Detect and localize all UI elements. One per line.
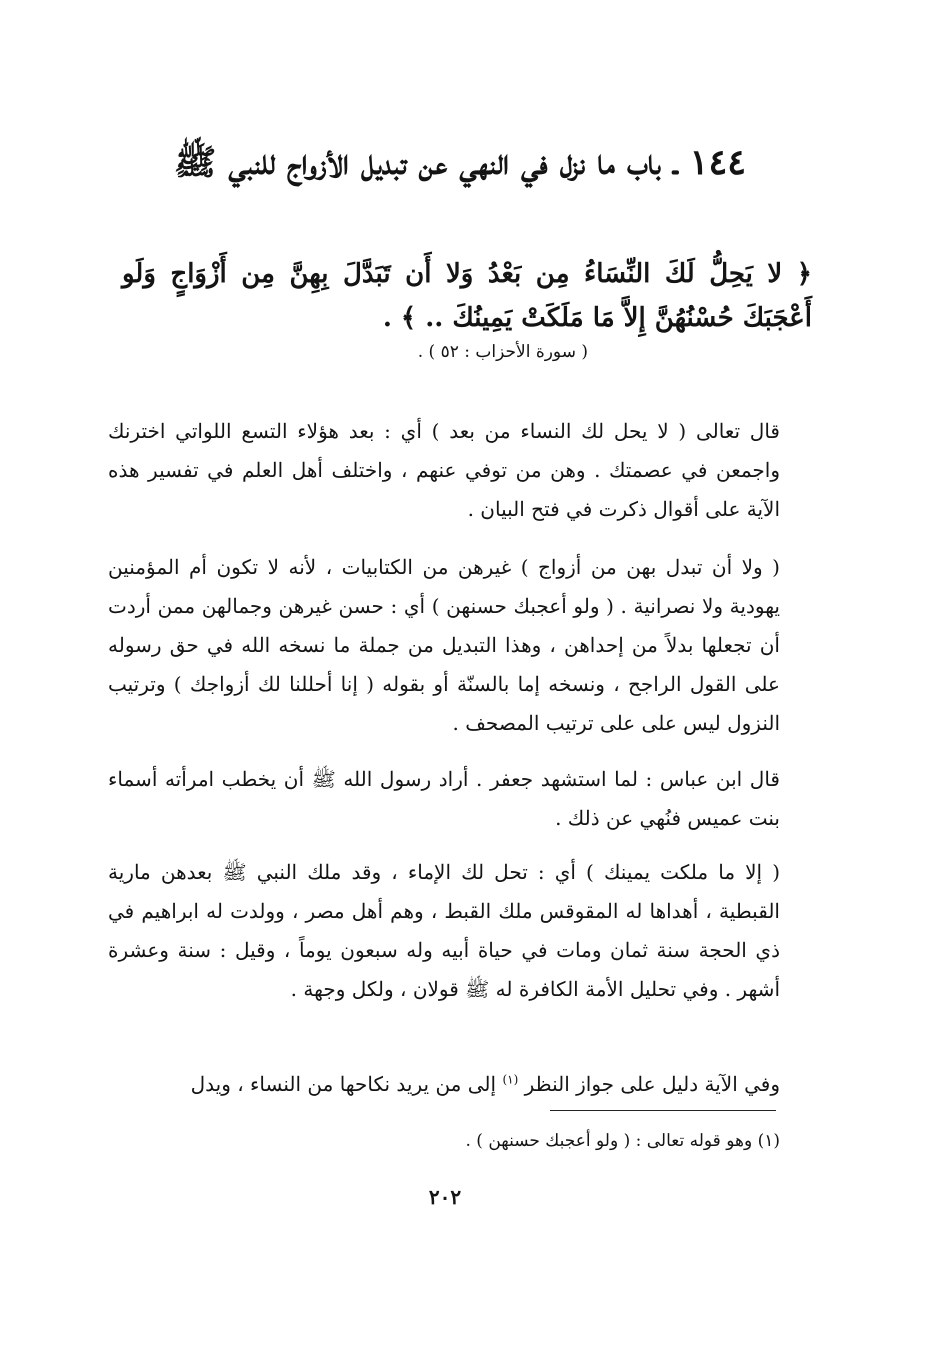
commentary-paragraph-2: ( ولا أن تبدل بهن من أزواج ) غيرهن من الكتابيات ، لأنه لا تكون أم المؤمنين يهودية ولا نصرانية . ( ولو أعجبك حسنهن ) أي : حسن غيرهن وجمالهن ممن أردت أن تجعلها بدلاً من إحداهن ، وهذا التبديل من جملة ما نسخه الله في حق رسوله على القول الراجح ، ونسخه إما بالسنّة أو بقوله ( إنا أحللنا لك أزواجك ) وترتيب النزول ليس على على ترتيب المصحف . [108, 555, 780, 735]
commentary-paragraph-4: ( إلا ما ملكت يمينك ) أي : تحل لك الإماء ، وقد ملك النبي ﷺ بعدهن مارية القبطية ، أهداها له المقوقس ملك القبط ، وهم أهل مصر ، وولدت له ابراهيم في ذي الحجة سنة ثمان ومات في حياة أبيه وله سبعون يوماً ، وقيل : سنة وعشرة أشهر . وفي تحليل الأمة الكافرة له ﷺ قولان ، ولكل وجهة . [108, 860, 780, 1001]
verse-reference: ( سورة الأحزاب : ٥٢ ) . [417, 342, 588, 362]
paragraph-5-text-start: وفي الآية دليل على جواز النظر [524, 1072, 780, 1096]
footnote: (١) وهو قوله تعالى : ( ولو أعجبك حسنهن ) . [465, 1131, 780, 1151]
paragraph-5-text-end: إلى من يريد نكاحها من النساء ، ويدل [190, 1072, 497, 1096]
quran-verse: ﴿ لا يَحِلُّ لَكَ النِّسَاءُ مِن بَعْدُ وَلا أَن تَبَدَّلَ بِهِنَّ مِن أَزْوَاجٍ وَلَو أَعْجَبَكَ حُسْنُهُنَّ إِلاَّ مَا مَلَكَتْ يَمِينُكَ .. ﴾ . [122, 259, 812, 333]
chapter-heading: ١٤٤ ـ باب ما نزل في النهي عن تبديل الأزواج للنبي ﷺ [173, 142, 747, 183]
commentary-paragraph-3: قال ابن عباس : لما استشهد جعفر . أراد رسول الله ﷺ أن يخطب امرأته أسماء بنت عميس فنُهي عن ذلك . [108, 767, 780, 830]
page-number: ٢٠٢ [428, 1185, 462, 1209]
commentary-paragraph-5 [108, 1065, 780, 1104]
footnote-marker: (١) [502, 1072, 519, 1087]
commentary-paragraph-1: قال تعالى ( لا يحل لك النساء من بعد ) أي : بعد هؤلاء التسع اللواتي اخترنك واجمعن في عصمتك . وهن من توفي عنهم ، واختلف أهل العلم في تفسير هذه الآية على أقوال ذكرت في فتح البيان . [108, 419, 780, 521]
footnote-separator [550, 1110, 776, 1111]
